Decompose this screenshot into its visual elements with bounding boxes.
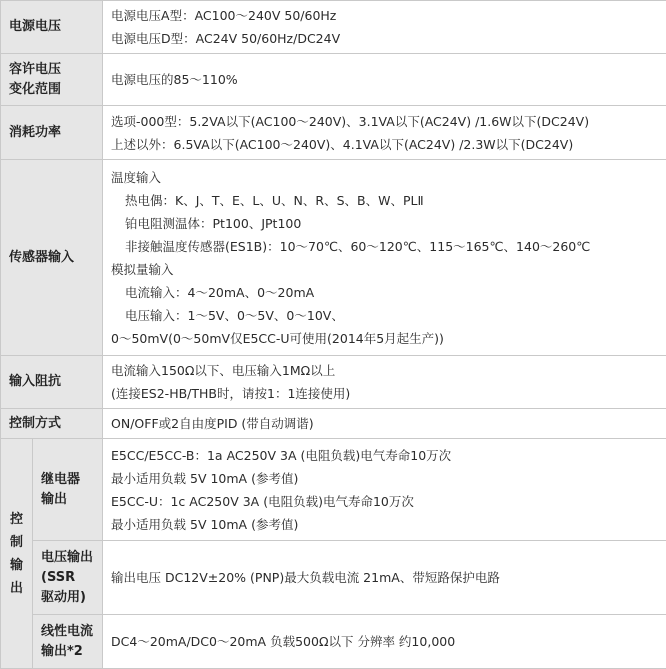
row-sensor-input [1, 160, 666, 356]
voltage-output-label-line: 电压输出 [41, 548, 94, 568]
voltage-output-value: 输出电压 DC12V±20% (PNP)最大负载电流 21mA、带短路保护电路 [103, 541, 666, 615]
control-output-label-char: 控 [1, 508, 32, 531]
power-voltage-label: 电源电压 [1, 1, 103, 54]
input-impedance-value [103, 356, 666, 409]
row-voltage-output [1, 541, 666, 615]
sensor-input-line: 温度输入 [111, 166, 658, 189]
voltage-range-value: 电源电压的85～110% [103, 54, 666, 106]
input-impedance-line: (连接ES2-HB/THB时，请按1：1连接使用) [111, 382, 658, 405]
sensor-input-line: 模拟量输入 [111, 258, 658, 281]
sensor-input-line: 电压输入：1～5V、0～5V、0～10V、 [111, 304, 658, 327]
sensor-input-line: 电流输入：4～20mA、0～20mA [111, 281, 658, 304]
linear-current-value: DC4～20mA/DC0～20mA 负载500Ω以下 分辨率 约10,000 [103, 615, 666, 669]
sensor-input-value [103, 160, 666, 356]
power-consumption-label: 消耗功率 [1, 106, 103, 160]
relay-output-line: 最小适用负载 5V 10mA (参考值) [111, 467, 658, 490]
linear-current-label-line: 输出*2 [41, 642, 94, 662]
power-voltage-line: 电源电压D型：AC24V 50/60Hz/DC24V [111, 27, 658, 50]
relay-output-line: 最小适用负载 5V 10mA (参考值) [111, 513, 658, 536]
sensor-input-label: 传感器输入 [1, 160, 103, 356]
row-voltage-range [1, 54, 666, 106]
voltage-output-label-line: 驱动用) [41, 588, 94, 608]
row-relay-output [1, 439, 666, 541]
row-power-consumption [1, 106, 666, 160]
power-consumption-value [103, 106, 666, 160]
sensor-input-line: 铂电阻测温体：Pt100、JPt100 [111, 212, 658, 235]
voltage-range-label-line: 变化范围 [9, 80, 94, 100]
control-output-label-char: 制 [1, 531, 32, 554]
power-consumption-line: 选项-000型：5.2VA以下(AC100～240V)、3.1VA以下(AC24V) /1.6W以下(DC24V) [111, 110, 658, 133]
sensor-input-line: 0～50mV(0～50mV仅E5CC-U可使用(2014年5月起生产)) [111, 327, 658, 350]
power-voltage-value [103, 1, 666, 54]
power-voltage-line: 电源电压A型：AC100～240V 50/60Hz [111, 4, 658, 27]
relay-output-label [33, 439, 103, 541]
control-method-label: 控制方式 [1, 409, 103, 439]
relay-output-label-line: 输出 [41, 490, 94, 510]
control-output-label-char: 出 [1, 577, 32, 600]
row-power-voltage [1, 1, 666, 54]
relay-output-label-line: 继电器 [41, 470, 94, 490]
voltage-range-label [1, 54, 103, 106]
row-input-impedance [1, 356, 666, 409]
relay-output-line: E5CC-U：1c AC250V 3A (电阻负载)电气寿命10万次 [111, 490, 658, 513]
control-output-label-char: 输 [1, 554, 32, 577]
power-consumption-line: 上述以外：6.5VA以下(AC100～240V)、4.1VA以下(AC24V) /2.3W以下(DC24V) [111, 133, 658, 156]
linear-current-label [33, 615, 103, 669]
relay-output-value [103, 439, 666, 541]
row-control-method [1, 409, 666, 439]
voltage-output-label-line: (SSR [41, 568, 94, 588]
voltage-range-label-line: 容许电压 [9, 60, 94, 80]
row-linear-current-output [1, 615, 666, 669]
input-impedance-label: 输入阻抗 [1, 356, 103, 409]
relay-output-line: E5CC/E5CC-B：1a AC250V 3A (电阻负载)电气寿命10万次 [111, 444, 658, 467]
sensor-input-line: 非接触温度传感器(ES1B)：10～70℃、60～120℃、115～165℃、140～260℃ [111, 235, 658, 258]
linear-current-label-line: 线性电流 [41, 622, 94, 642]
voltage-output-label [33, 541, 103, 615]
control-output-label [1, 439, 33, 669]
control-method-value: ON/OFF或2自由度PID (带自动调谐) [103, 409, 666, 439]
sensor-input-line: 热电偶：K、J、T、E、L、U、N、R、S、B、W、PLⅡ [111, 189, 658, 212]
input-impedance-line: 电流输入150Ω以下、电压输入1MΩ以上 [111, 359, 658, 382]
